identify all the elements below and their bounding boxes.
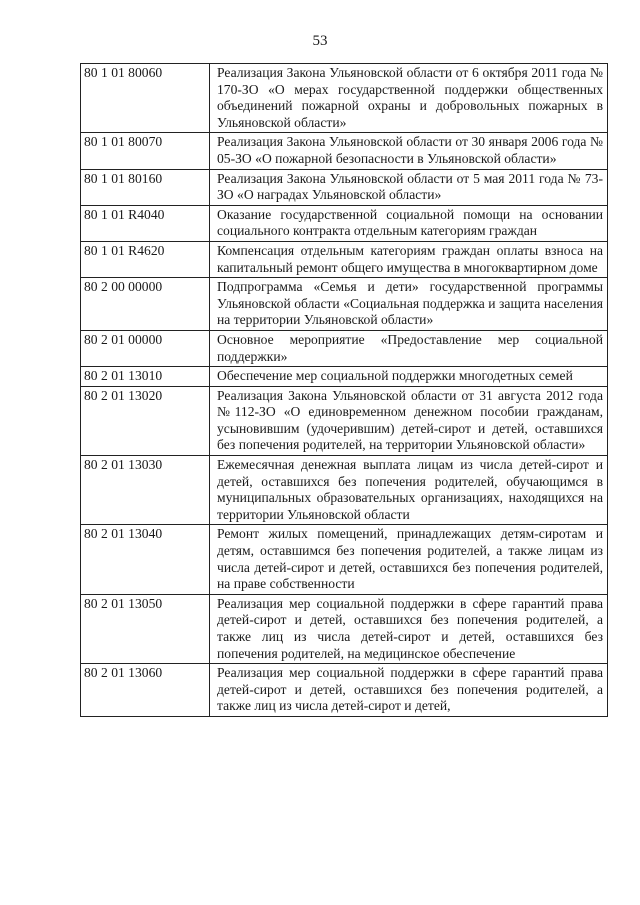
row-description: Основное мероприятие «Предоставление мер социальной поддержки» [210,330,608,366]
row-code: 80 2 01 00000 [81,330,210,366]
table-row [81,278,608,331]
row-description: Реализация Закона Ульяновской области от 6 октября 2011 года № 170-ЗО «О мерах государственной поддержки общественных объединений пожарной охраны и добровольных пожарных в Ульяновской области» [210,64,608,133]
row-description: Компенсация отдельным категориям граждан оплаты взноса на капитальный ремонт общего имущества в многоквартирном доме [210,241,608,277]
table-row [81,386,608,455]
row-code: 80 2 01 13040 [81,525,210,594]
row-description: Обеспечение мер социальной поддержки многодетных семей [210,367,608,387]
classification-table [80,63,608,717]
row-description: Реализация Закона Ульяновской области от 31 августа 2012 года №112-ЗО «О единовременном денежном пособии гражданам, усыновившим (удочерившим) детей-сирот и детей, оставшихся без попечения родителей, на территории Ульяновской области» [210,386,608,455]
row-description: Подпрограмма «Семья и дети» государственной программы Ульяновской области «Социальная поддержка и защита населения на территории Ульяновской области» [210,278,608,331]
row-code: 80 2 00 00000 [81,278,210,331]
row-description: Реализация Закона Ульяновской области от 30 января 2006 года № 05-ЗО «О пожарной безопасности в Ульяновской области» [210,133,608,169]
row-description: Ежемесячная денежная выплата лицам из числа детей-сирот и детей, оставшихся без попечения родителей, обучающимся в муниципальных образовательных организациях, находящихся на территории Ульяновской области [210,456,608,525]
table-row [81,241,608,277]
table-row [81,367,608,387]
page-number: 53 [312,33,328,49]
table-row [81,525,608,594]
row-code: 80 1 01 R4040 [81,205,210,241]
row-code: 80 2 01 13010 [81,367,210,387]
row-description: Ремонт жилых помещений, принадлежащих детям-сиротам и детям, оставшимся без попечения родителей, а также лицам из числа детей-сирот и детей, оставшихся без попечения родителей, на праве собственности [210,525,608,594]
row-code: 80 2 01 13020 [81,386,210,455]
table-row [81,594,608,663]
table-row [81,205,608,241]
row-description: Реализация Закона Ульяновской области от 5 мая 2011 года № 73-ЗО «О наградах Ульяновской области» [210,169,608,205]
row-code: 80 1 01 R4620 [81,241,210,277]
row-code: 80 1 01 80060 [81,64,210,133]
row-description: Реализация мер социальной поддержки в сфере гарантий права детей-сирот и детей, оставшихся без попечения родителей, а также лиц из числа детей-сирот и детей, [210,664,608,717]
row-description: Оказание государственной социальной помощи на основании социального контракта отдельным категориям граждан [210,205,608,241]
row-description: Реализация мер социальной поддержки в сфере гарантий права детей-сирот и детей, оставшихся без попечения родителей, а также лиц из числа детей-сирот и детей, оставшихся без попечения родителей, на медицинское обеспечение [210,594,608,663]
table-row [81,64,608,133]
row-code: 80 2 01 13050 [81,594,210,663]
row-code: 80 1 01 80160 [81,169,210,205]
table-row [81,456,608,525]
row-code: 80 2 01 13060 [81,664,210,717]
table-row [81,664,608,717]
row-code: 80 1 01 80070 [81,133,210,169]
table-row [81,133,608,169]
table-row [81,330,608,366]
row-code: 80 2 01 13030 [81,456,210,525]
table-row [81,169,608,205]
